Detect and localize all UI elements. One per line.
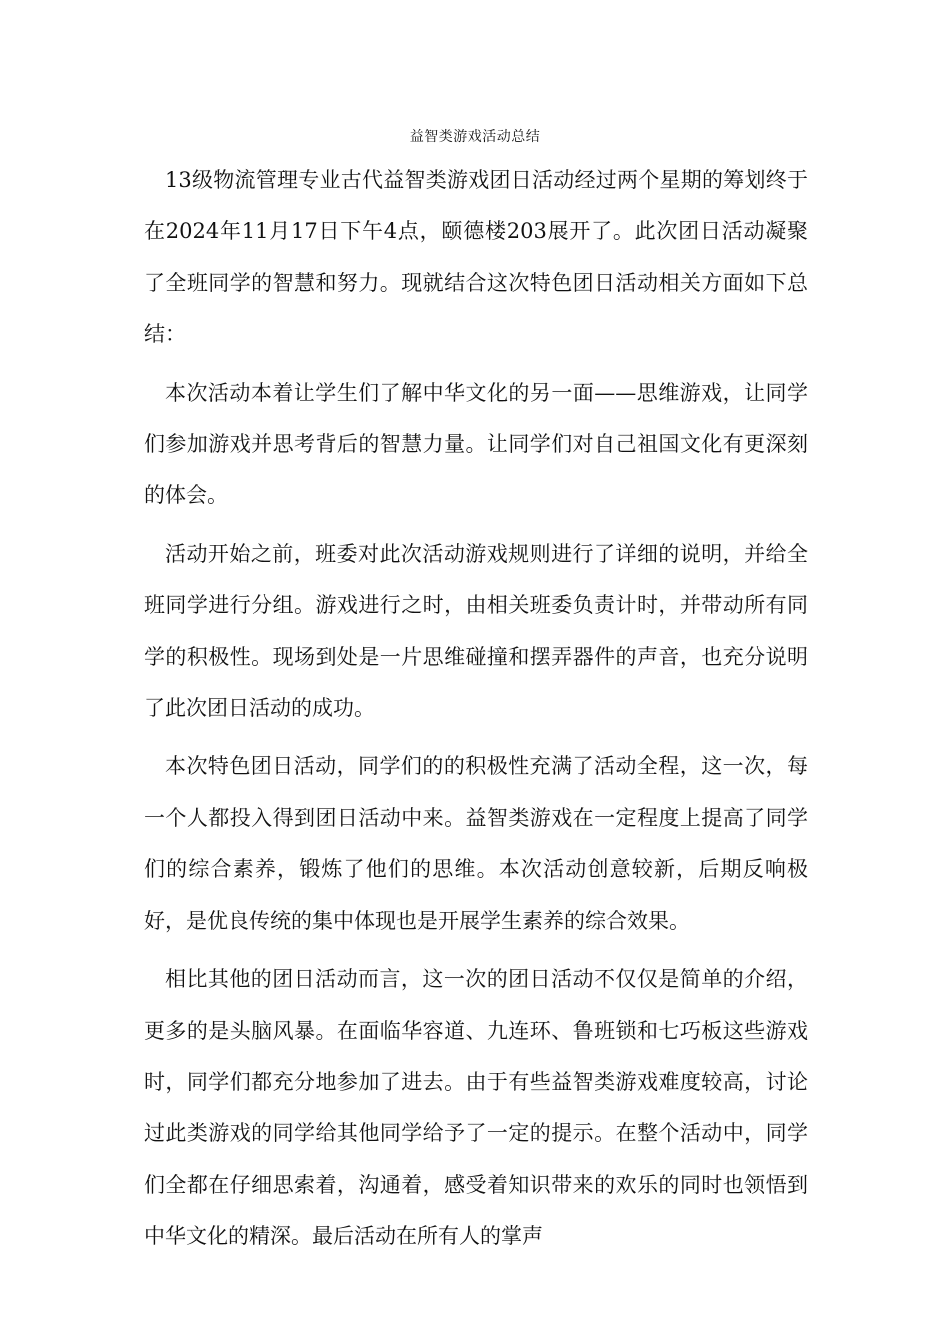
paragraph-2: 本次活动本着让学生们了解中华文化的另一面——思维游戏，让同学们参加游戏并思考背后的智慧力量。让同学们对自己祖国文化有更深刻的体会。 — [144, 380, 808, 508]
document-body — [144, 155, 808, 1270]
paragraph-5: 相比其他的团日活动而言，这一次的团日活动不仅仅是简单的介绍，更多的是头脑风暴。在面临华容道、九连环、鲁班锁和七巧板这些游戏时，同学们都充分地参加了进去。由于有些益智类游戏难度较高，讨论过此类游戏的同学给其他同学给予了一定的提示。在整个活动中，同学们全都在仔细思索着，沟通着，感受着知识带来的欢乐的同时也领悟到中华文化的精深。最后活动在所有人的掌声 — [144, 967, 808, 1249]
paragraph-4: 本次特色团日活动，同学们的的积极性充满了活动全程，这一次，每一个人都投入得到团日活动中来。益智类游戏在一定程度上提高了同学们的综合素养，锻炼了他们的思维。本次活动创意较新，后期反响极好，是优良传统的集中体现也是开展学生素养的综合效果。 — [144, 754, 808, 933]
document-title: 益智类游戏活动总结 — [409, 129, 541, 145]
paragraph-1: 13级物流管理专业古代益智类游戏团日活动经过两个星期的筹划终于在2024年11月17日下午4点，颐德楼203展开了。此次团日活动凝聚了全班同学的智慧和努力。现就结合这次特色团日活动相关方面如下总结： — [144, 168, 808, 347]
paragraph-3: 活动开始之前，班委对此次活动游戏规则进行了详细的说明，并给全班同学进行分组。游戏进行之时，由相关班委负责计时，并带动所有同学的积极性。现场到处是一片思维碰撞和摆弄器件的声音，也充分说明了此次团日活动的成功。 — [144, 541, 808, 721]
